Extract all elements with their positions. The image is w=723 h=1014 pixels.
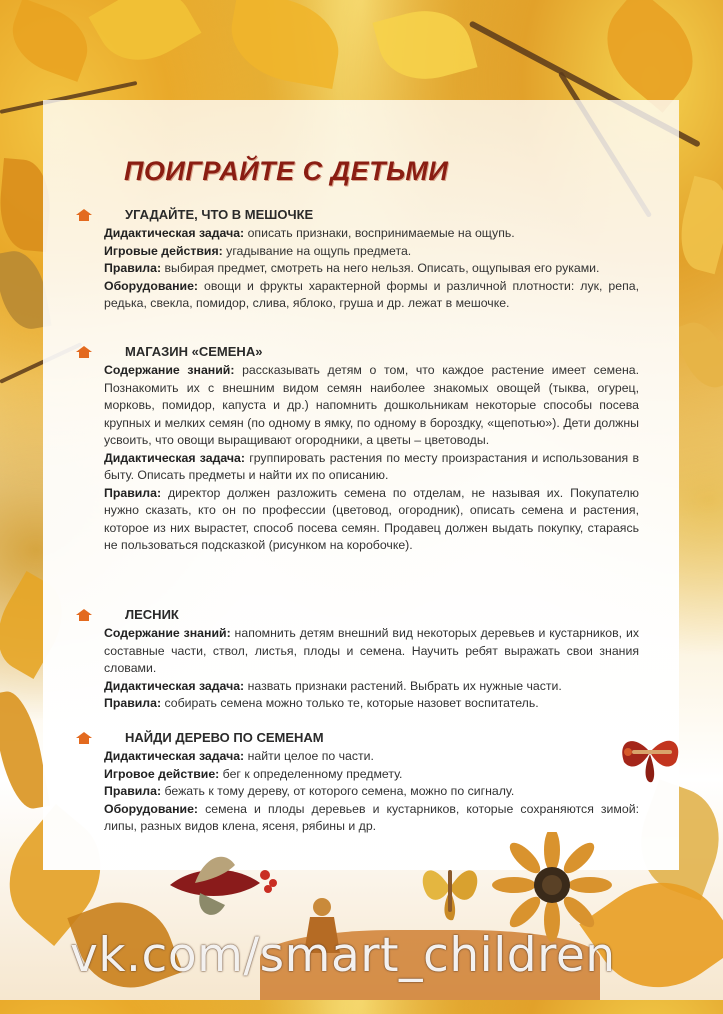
paragraph: Содержание знаний: напомнить детям внешний вид некоторых деревьев и кустарников, их составные части, ствол, листья, плоды и семена. Научить ребят выражать свои знания словами. [104,626,639,675]
paragraph: Дидактическая задача: назвать признаки растений. Выбрать их нужные части. [104,678,562,693]
section-title: НАЙДИ ДЕРЕВО ПО СЕМЕНАМ [125,730,324,745]
paragraph: Правила: выбирая предмет, смотреть на него нельзя. Описать, ощупывая его руками. [104,261,600,275]
game-section-2 [104,344,639,555]
paragraph: Дидактическая задача: найти целое по части. [104,749,374,763]
paragraph: Содержание знаний: рассказывать детям о том, что каждое растение имеет семена. Познакомить их с внешним видом семян наиболее знакомых овощей (тыква, огурец, морковь, помидор, капуста и др.) напомнить дошкольникам некоторые способы посева крупных и мелких семян (по одному в ямку, по одному в бороздку, «щепотью»). Дети должны усвоить, что овощи выращивают огородники, а цветы – цветоводы. [104,363,639,447]
house-bullet-icon [76,609,90,621]
house-bullet-icon [76,732,90,744]
paragraph: Дидактическая задача: описать признаки, воспринимаемые на ощупь. [104,226,515,240]
game-section-3 [104,607,639,713]
paragraph: Правила: бежать к тому дереву, от которого семена, можно по сигналу. [104,784,515,798]
watermark-text: vk.com/smart_children [70,928,616,983]
leaf-butterfly-small-icon [415,850,485,925]
paragraph: Оборудование: овощи и фрукты характерной формы и различной плотности: лук, репа, редька, свекла, помидор, слива, яблоко, груша и др. лежат в мешочке. [104,278,639,310]
paragraph: Оборудование: семена и плоды деревьев и кустарников, которые сохраняются зимой: липы, разных видов клена, ясеня, рябины и др. [104,801,639,833]
leaf-bird-icon [165,845,280,925]
paragraph: Игровые действия: угадывание на ощупь предмета. [104,243,412,258]
leaf-butterfly-icon [612,722,687,787]
paragraph: Дидактическая задача: группировать растения по месту произрастания и использования в быту. Описать предметы и найти их по описанию. [104,450,639,482]
game-section-4 [104,730,639,836]
game-section-1 [104,207,639,313]
section-title: ЛЕСНИК [125,607,179,622]
house-bullet-icon [76,346,90,358]
section-title: УГАДАЙТЕ, ЧТО В МЕШОЧКЕ [125,207,314,222]
paragraph: Игровое действие: бег к определенному предмету. [104,766,403,781]
paragraph: Правила: директор должен разложить семена по отделам, не называя их. Покупателю нужно сказать, кто он по профессии (цветовод, огородник), описать семена и растения, которое из них вырастет, способ посева семян. Продавец должен выдать покупку, стараясь не пользоваться подсказкой (рисунком на коробочке). [104,485,639,552]
page-title: ПОИГРАЙТЕ С ДЕТЬМИ [124,156,449,186]
section-title: МАГАЗИН «СЕМЕНА» [125,344,263,359]
paragraph: Правила: собирать семена можно только те, которые назовет воспитатель. [104,696,539,710]
house-bullet-icon [76,209,90,221]
